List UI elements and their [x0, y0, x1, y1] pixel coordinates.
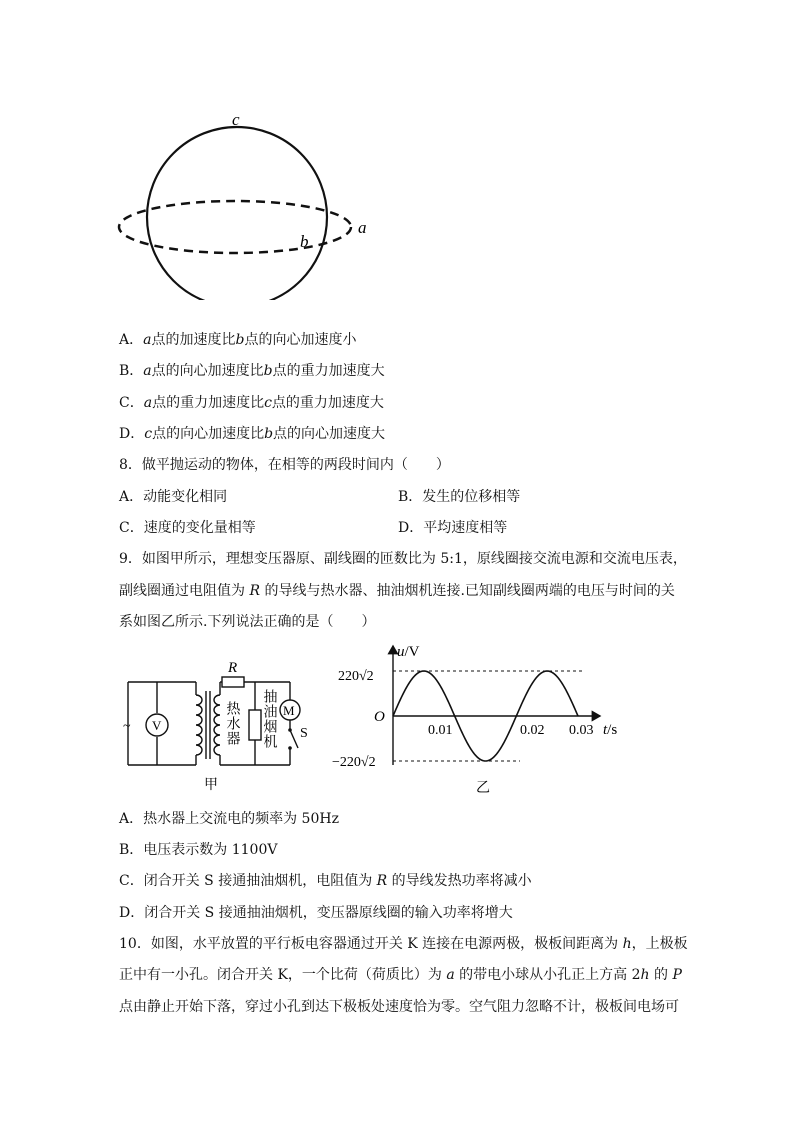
q10-line2: 正中有一小孔。闭合开关 K，一个比荷（荷质比）为 a 的带电小球从小孔正上方高 2h 的 P — [119, 967, 682, 983]
label-b: b — [300, 232, 309, 251]
circuit-diagram — [118, 655, 318, 795]
graph-caption: 乙 — [476, 781, 490, 796]
circuit-caption: 甲 — [204, 778, 218, 793]
y-axis-label: u/V — [397, 644, 420, 660]
q9-option-b: B．电压表示数为 1100V — [119, 842, 278, 858]
source-symbol: ~ — [123, 719, 131, 734]
q10-line3: 点由静止开始下落，穿过小孔到达下极板处速度恰为零。空气阻力忽略不计，极板间电场可 — [119, 999, 679, 1015]
q8-option-a: A．动能变化相同 — [119, 489, 228, 505]
q7-option-d: D．c点的向心加速度比b点的向心加速度大 — [119, 426, 386, 442]
q8-option-d: D．平均速度相等 — [398, 520, 508, 536]
q9-stem-line2: 副线圈通过电阻值为 R 的导线与热水器、抽油烟机连接.已知副线圈两端的电压与时间的关 — [119, 583, 675, 599]
x-tick-2: 0.02 — [520, 723, 545, 738]
q9-option-a: A．热水器上交流电的频率为 50Hz — [119, 811, 339, 827]
q7-option-c: C．a点的重力加速度比c点的重力加速度大 — [119, 395, 384, 411]
switch-label: S — [300, 726, 308, 741]
x-axis-label: t/s — [603, 722, 618, 738]
orbit-a-back — [119, 201, 351, 253]
voltage-graph — [330, 640, 630, 800]
label-c: c — [232, 110, 240, 129]
q9-option-c: C．闭合开关 S 接通抽油烟机，电阻值为 R 的导线发热功率将减小 — [119, 873, 532, 889]
resistor-label: R — [228, 660, 238, 676]
orbit-figure — [110, 100, 380, 300]
switch-icon — [290, 730, 298, 748]
wire-resistor-icon — [222, 677, 244, 687]
q8-option-c: C．速度的变化量相等 — [119, 520, 256, 536]
q9-stem-line3: 系如图乙所示.下列说法正确的是（ ） — [119, 614, 376, 630]
q10-line1: 10．如图，水平放置的平行板电容器通过开关 K 连接在电源两极，极板间距离为 h，上极板 — [119, 936, 688, 952]
x-tick-1: 0.01 — [428, 723, 453, 738]
heater-icon — [249, 710, 261, 740]
x-tick-3: 0.03 — [569, 723, 594, 738]
motor-label: M — [283, 703, 295, 718]
heater-label: 热水器 — [224, 701, 240, 746]
label-a: a — [358, 218, 367, 237]
q7-option-b: B．a点的向心加速度比b点的重力加速度大 — [119, 363, 385, 379]
q8-option-b: B．发生的位移相等 — [398, 489, 521, 505]
circle-c — [147, 127, 327, 300]
q9-stem-line1: 9．如图甲所示，理想变压器原、副线圈的匝数比为 5:1，原线圈接交流电源和交流电压表， — [119, 551, 687, 567]
voltmeter-label: V — [152, 718, 162, 733]
q7-option-a: A．a点的加速度比b点的向心加速度小 — [119, 332, 357, 348]
origin-label: O — [374, 709, 385, 725]
hood-label: 抽油烟机 — [261, 689, 277, 749]
y-min-label: −220√2 — [332, 755, 376, 770]
y-max-label: 220√2 — [338, 669, 374, 684]
q9-option-d: D．闭合开关 S 接通抽油烟机，变压器原线圈的输入功率将增大 — [119, 905, 513, 921]
q8-stem: 8．做平抛运动的物体，在相等的两段时间内（ ） — [119, 457, 450, 473]
